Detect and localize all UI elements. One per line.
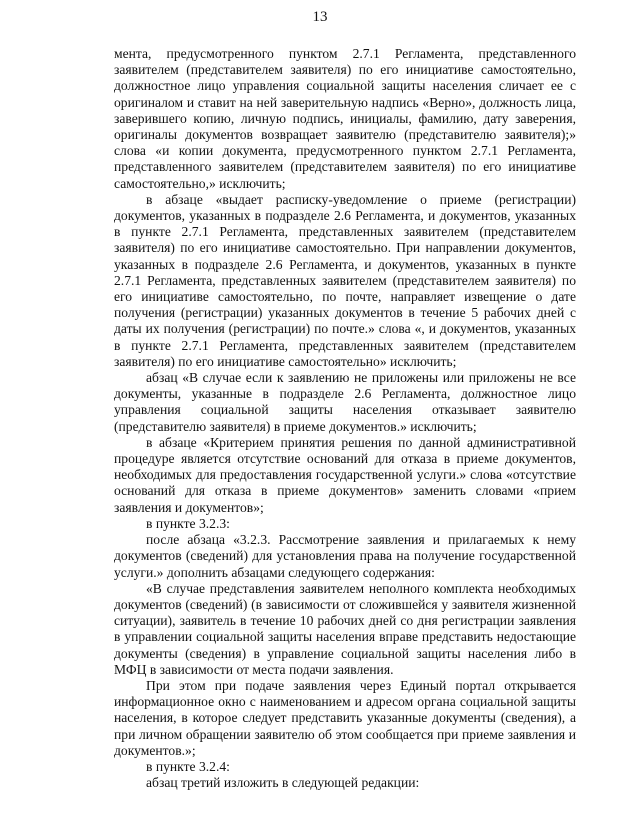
paragraph-10: абзац третий изложить в следующей редакции: xyxy=(146,775,420,791)
paragraph-1: мента, предусмотренного пунктом 2.7.1 Регламента, представленного заявителем (представителем заявителя) по его инициативе самостоятельно, должностное лицо управления социальной защиты населения сличает ее с оригиналом и ставит на ней заверительную надпись «Верно», должность лица, заверившего копию, личную подпись, инициалы, фамилию, дату заверения, оригиналы документов возвращает заявителю (представителю заявителя);» слова «и копии документа, предусмотренного пунктом 2.7.1 Регламента, представленного заявителем (представителем заявителя) по его инициативе самостоятельно,» исключить; xyxy=(114,46,576,191)
paragraph-4: в абзаце «Критерием принятия решения по данной административной процедуре является отсутствие оснований для отказа в приеме документов, необходимых для предоставления государственной услуги.» слова «отсутствие оснований для отказа в приеме документов» заменить словами «прием заявления и документов»; xyxy=(114,434,576,515)
paragraph-2: в абзаце «выдает расписку-уведомление о приеме (регистрации) документов, указанных в подразделе 2.6 Регламента, и документов, указанных в пункте 2.7.1 Регламента, представленных заявителем (представителем заявителя) по его инициативе самостоятельно. При направлении документов, указанных в подразделе 2.6 Регламента, и документов, указанных в пункте 2.7.1 Регламента, представленных заявителем (представителем заявителя) по его инициативе самостоятельно, по почте, направляет извещение о дате получения (регистрации) указанных документов в течение 5 рабочих дней с даты их получения (регистрации) по почте.» слова «, и документов, указанных в пункте 2.7.1 Регламента, представленных заявителем (представителем заявителя) по его инициативе самостоятельно» исключить; xyxy=(114,191,576,369)
paragraph-5: в пункте 3.2.3: xyxy=(146,515,230,531)
paragraph-8: При этом при подаче заявления через Единый портал открывается информационное окно с наименованием и адресом органа социальной защиты населения, в которое следует представить указанные документы (сведения), а при личном обращении заявителю об этом сообщается при приеме заявления и документов.»; xyxy=(114,677,576,758)
paragraph-7: «В случае представления заявителем неполного комплекта необходимых документов (сведений) (в зависимости от сложившейся у заявителя жизненной ситуации), заявитель в течение 10 рабочих дней со дня регистрации заявления в управлении социальной защиты населения вправе представить недостающие документы (сведения) в управление социальной защиты населения либо в МФЦ в зависимости от места подачи заявления. xyxy=(114,580,576,677)
document-body xyxy=(114,46,576,791)
paragraph-9: в пункте 3.2.4: xyxy=(146,758,230,774)
paragraph-3: абзац «В случае если к заявлению не приложены или приложены не все документы, указанные в подразделе 2.6 Регламента, должностное лицо управления социальной защиты населения отказывает заявителю (представителю заявителя) в приеме документов.» исключить; xyxy=(114,370,576,434)
paragraph-6: после абзаца «3.2.3. Рассмотрение заявления и прилагаемых к нему документов (сведений) для установления права на получение государственной услуги.» дополнить абзацами следующего содержания: xyxy=(114,532,576,580)
page-number: 13 xyxy=(312,9,328,25)
